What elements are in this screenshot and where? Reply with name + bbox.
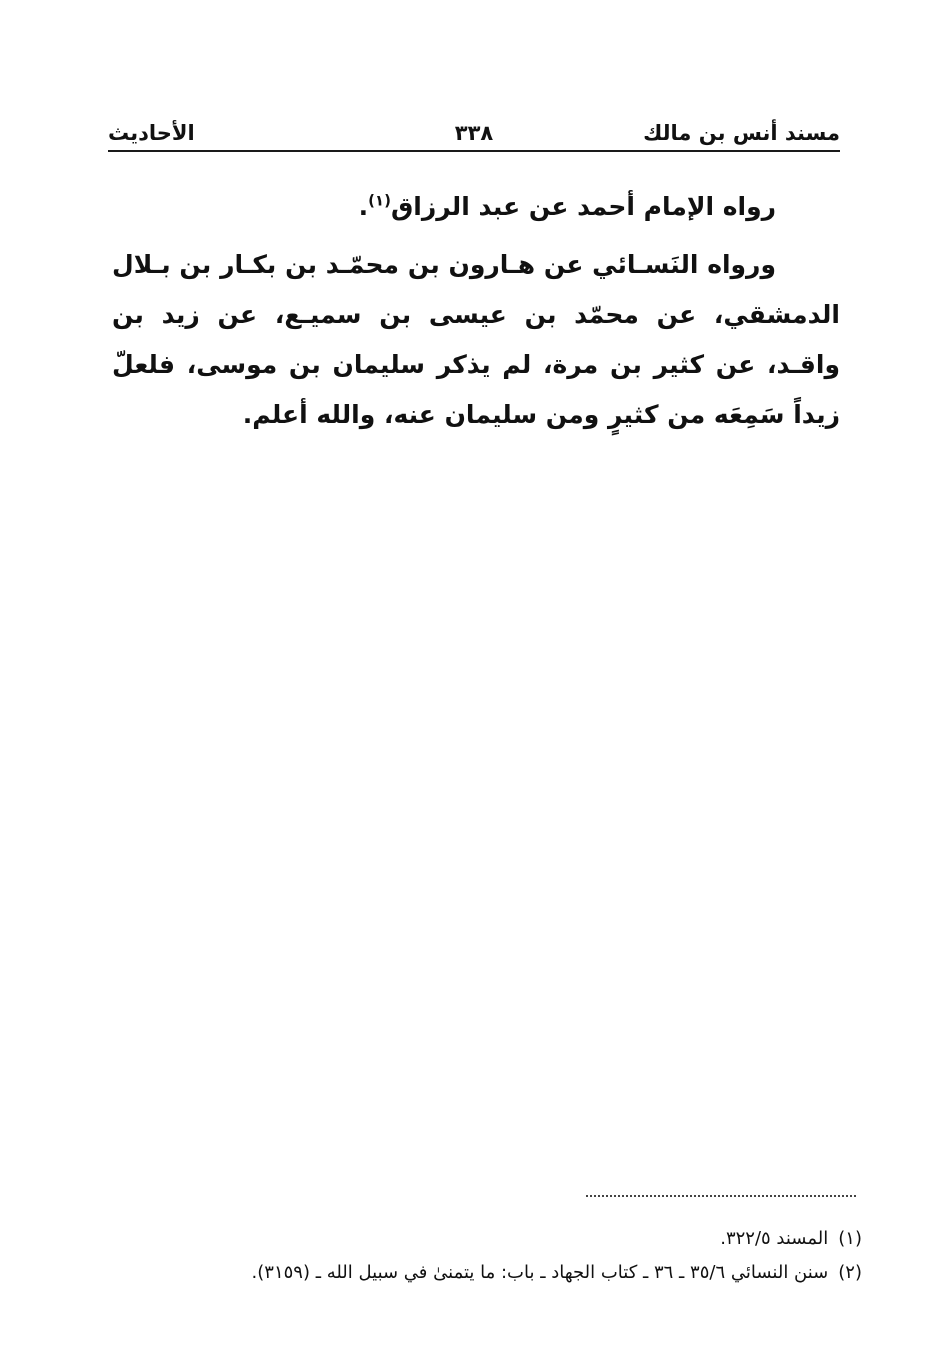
footnotes xyxy=(140,1222,862,1290)
section-title: الأحاديث xyxy=(108,121,195,145)
paragraph-2-text: ورواه النَسـائي عن هـارون بن محمّـد بن بكـار بن بـلال الدمشقي، عن محمّد بن عيسى بن سميـع، عن زيد بن واقـد، عن كثير بن مرة، لم يذكر سليمان بن موسى، فلعلّ زيداً سَمِعَه من كثيرٍ ومن سليمان عنه، والله أعلم xyxy=(112,250,840,429)
paragraph-1 xyxy=(112,182,840,232)
footnote-2-number: (٢) xyxy=(838,1262,862,1283)
paragraph-1-end: . xyxy=(358,192,369,221)
footnote-separator xyxy=(586,1195,856,1197)
paragraph-2-end: . xyxy=(242,400,253,429)
paragraph-1-text: رواه الإمام أحمد عن عبد الرزاق xyxy=(390,192,776,221)
footnote-2 xyxy=(140,1256,862,1290)
footnote-1-number: (١) xyxy=(838,1228,862,1249)
footnote-ref-1: (١) xyxy=(368,191,391,210)
footnote-1 xyxy=(140,1222,862,1256)
main-text xyxy=(112,182,840,448)
header-rule xyxy=(108,150,840,152)
running-header xyxy=(108,112,840,152)
paragraph-2 xyxy=(112,240,840,440)
book-title: مسند أنس بن مالك xyxy=(643,121,840,145)
footnote-1-text: المسند ٣٢٢/٥. xyxy=(720,1228,829,1249)
page-number: ٣٣٨ xyxy=(454,121,494,145)
footnote-2-text: سنن النسائي ٣٥/٦ ـ ٣٦ ـ كتاب الجهاد ـ باب: ما يتمنىٰ في سبيل الله ـ (٣١٥٩). xyxy=(251,1262,829,1283)
